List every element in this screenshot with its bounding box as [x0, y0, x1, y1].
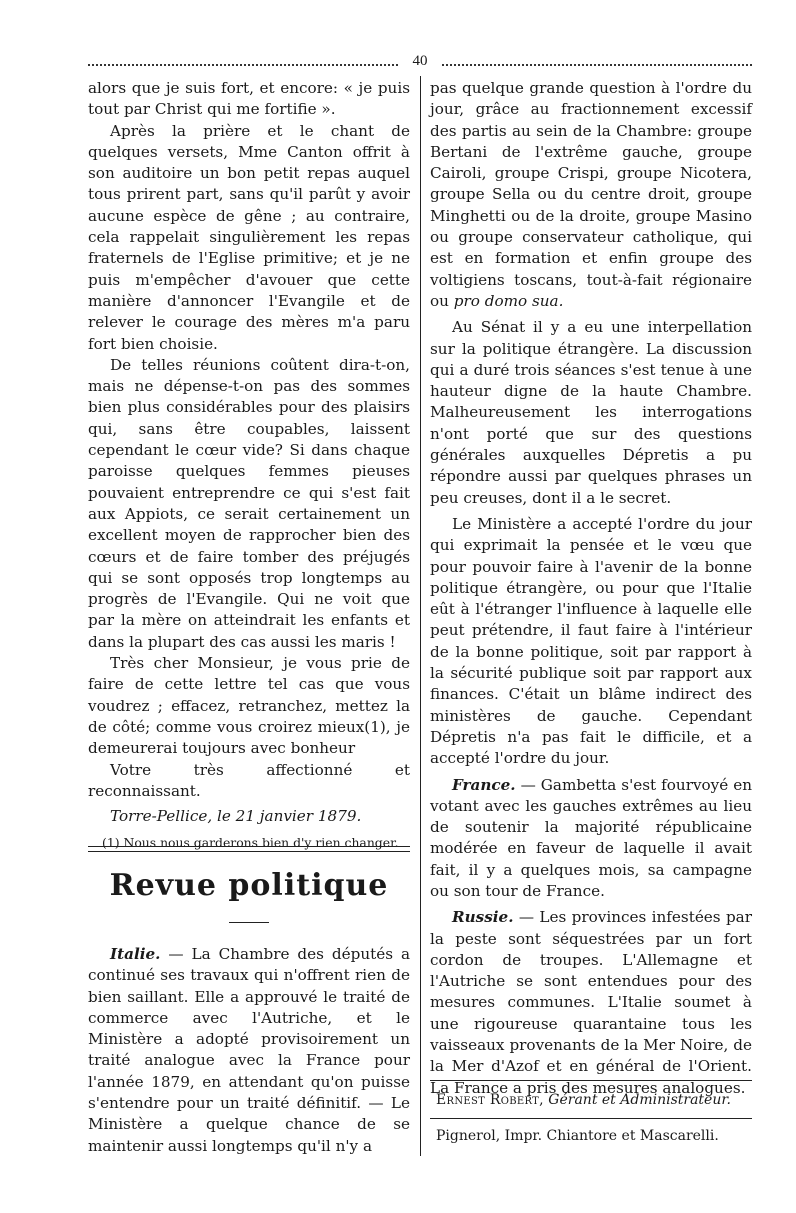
signature-rule-bottom — [430, 1118, 752, 1119]
page-number: 40 — [412, 53, 428, 69]
politics-paragraph: Le Ministère a accepté l'ordre du jour qui exprimait la pensée et le vœu que pour pouvoir faire à l'avenir de la bonne politique étrangère, ou pour que l'Italie eût à l'étranger l'influence à laquelle elle peut prétendre, il faut faire à l'intérieur de la bonne politique, soit par rapport à la sécurité publique soit par rapport aux finances. C'était un blâme indirect des ministères de gauche. Cependant Dépretis n'a pas fait le difficile, et a accepté l'ordre du jour. — [430, 514, 752, 768]
letter-paragraph: De telles réunions coûtent dira-t-on, mais ne dépense-t-on pas des sommes bien plus considérables pour des plaisirs qui, sans être coupables, laissent cependant le cœur vide? Si dans chaque paroisse quelques femmes pieuses pouvaient entreprendre ce qui s'est fait aux Appiots, ce serait certainement un excellent moyen de rapprocher bien des cœurs et de faire tomber des préjugés qui se sont opposés trop longtemps au progrès de l'Evangile. Qui ne voit que par la mère on atteindrait les enfants et dans la plupart des cas aussi les maris ! — [88, 355, 410, 651]
gerant-name: Ernest Robert, — [436, 1092, 544, 1108]
country-label-russie: Russie. — [452, 908, 514, 927]
right-column — [430, 78, 752, 1099]
politics-paragraph: pas quelque grande question à l'ordre du jour, grâce au fractionnement excessif des partis au sein de la Chambre: groupe Bertani de l'extrême gauche, groupe Cairoli, groupe Crispi, groupe Nicotera, groupe Sella ou du centre droit, groupe Minghetti ou de la droite, groupe Masino ou groupe conservateur catholique, qui est en formation et enfin groupe des voltigiens toscans, tout-à-fait régionaire ou — [430, 79, 752, 310]
gerant-title: Gérant et Administrateur. — [543, 1092, 731, 1108]
italie-section — [88, 944, 410, 1157]
letter-paragraph: Après la prière et le chant de quelques versets, Mme Canton offrit à son auditoire un bon petit repas auquel tous prirent part, sans qu'il parût y avoir aucune espèce de gêne ; au contraire, cela rappelait singulièrement les repas fraternels de l'Eglise primitive; et je ne puis m'empêcher d'avouer que cette manière d'annoncer l'Evangile et de relever le courage des mères m'a paru fort bien choisie. — [88, 121, 410, 353]
dateline: Torre-Pellice, le 21 janvier 1879. — [110, 807, 362, 826]
pro-domo-sua: pro domo sua. — [453, 291, 564, 310]
section-double-rule — [88, 846, 410, 852]
header-dotted-rule-right — [442, 64, 752, 66]
column-divider — [420, 76, 421, 1156]
russie-text: — Les provinces infestées par la peste sont séquestrées par un fort cordon de troupes. L'Allemagne et l'Autriche se sont entendues pour des mesures communes. L'Italie soumet à une rigoureuse quarantaine tous les vaisseaux provenants de la Mer Noire, de la Mer d'Azof et en général de l'Orient. La France a pris des mesures analogues. — [430, 908, 752, 1097]
section-title-dash — [229, 922, 269, 923]
letter-closing: Votre très affectionné et reconnaissant. — [88, 760, 410, 800]
header-dotted-rule-left — [88, 64, 398, 66]
letter-paragraph: alors que je suis fort, et encore: « je puis tout par Christ qui me fortifie ». — [88, 79, 410, 119]
politics-paragraph: Au Sénat il y a eu une interpellation sur la politique étrangère. La discussion qui a duré trois séances s'est tenue à une hauteur digne de la haute Chambre. Malheureusement les interrogations n'ont porté que sur des questions générales auxquelles Dépretis a pu répondre aussi par quelques phrases un peu creuses, dont il a le secret. — [430, 318, 752, 507]
letter-paragraph: Très cher Monsieur, je vous prie de faire de cette lettre tel cas que vous voudrez ; effacez, retranchez, mettez la de côté; comme vous croirez mieux(1), je demeurerai toujours avec bonheur — [88, 654, 410, 758]
section-title: Revue politique — [109, 868, 389, 903]
france-text: — Gambetta s'est fourvoyé en votant avec les gauches extrêmes au lieu de soutenir la majorité républicaine modérée en faveur de laquelle il avait fait, il y a quelques mois, sa campagne ou son tour de France. — [430, 775, 752, 900]
country-label-italie: Italie. — [110, 945, 161, 963]
country-label-france: France. — [452, 775, 516, 794]
signature-rule-top — [430, 1080, 752, 1081]
footnote: (1) Nous nous garderons bien d'y rien changer. — [102, 835, 399, 851]
page-header — [88, 53, 752, 72]
italie-text: — La Chambre des députés a continué ses travaux qui n'offrent rien de bien saillant. Elle a approuvé le traité de commerce avec l'Autriche, et le Ministère a adopté provisoirement un traité analogue avec la France pour l'année 1879, en attendant qu'on puisse s'entendre pour un traité définitif. — Le Ministère a quelque chance de se maintenir aussi longtemps qu'il n'y a — [88, 945, 410, 1155]
gerant-line — [436, 1090, 752, 1110]
imprint: Pignerol, Impr. Chiantore et Mascarelli. — [436, 1128, 719, 1144]
left-column — [88, 78, 410, 851]
